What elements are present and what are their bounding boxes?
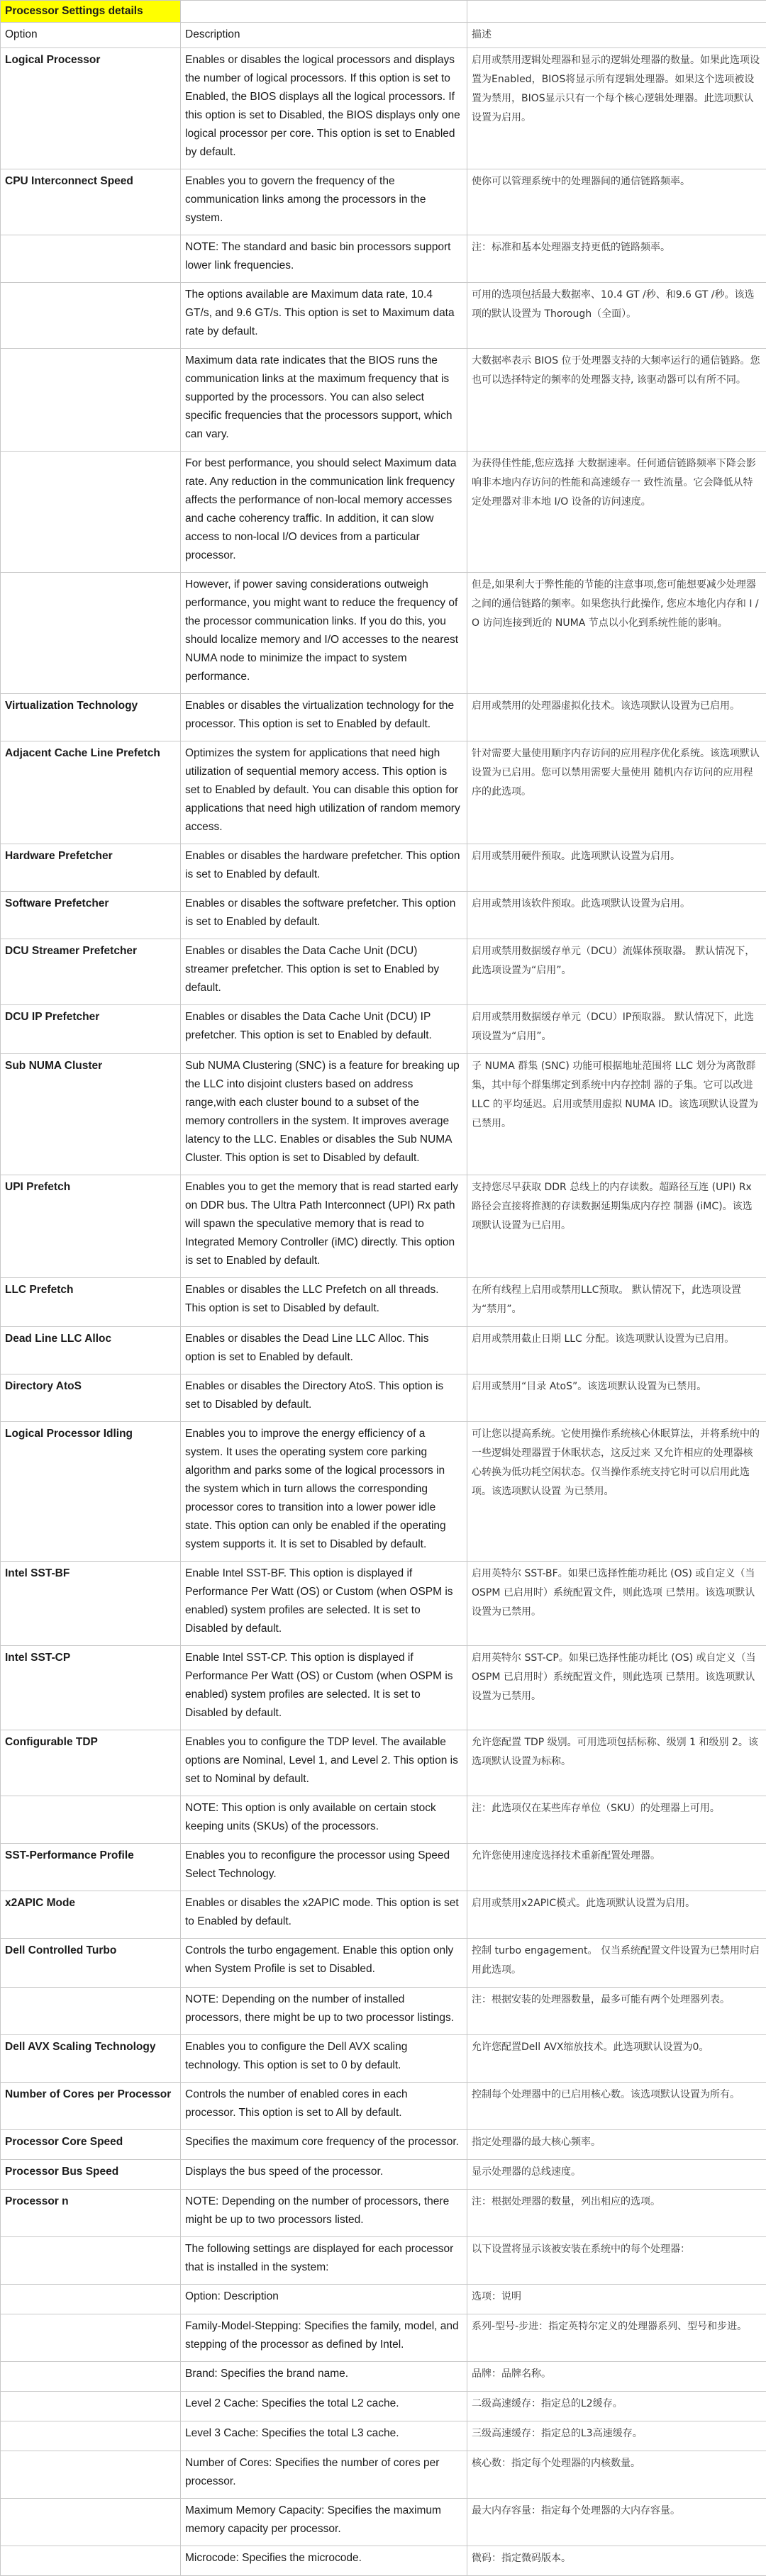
option-description-zh: 为获得佳性能,您应选择 大数据速率。任何通信链路频率下降会影响非本地内存访问的性能和高速缓存一 致性流量。它会降低从特定处理器对非本地 I/O 设备的访问速度。 xyxy=(467,452,766,573)
option-description-zh: 启用或禁用硬件预取。此选项默认设置为启用。 xyxy=(467,844,766,892)
option-name xyxy=(1,283,181,349)
option-name: Directory AtoS xyxy=(1,1374,181,1422)
empty-cell xyxy=(467,1,766,23)
table-row xyxy=(1,349,766,452)
option-name: Hardware Prefetcher xyxy=(1,844,181,892)
header-description-zh: 描述 xyxy=(467,23,766,48)
option-description: Enable Intel SST-BF. This option is displayed if Performance Per Watt (OS) or Custom (when OSPM is enabled) system profiles are selected. It is set to Disabled by default. xyxy=(181,1562,467,1646)
option-description-zh: 启用或禁用截止日期 LLC 分配。该选项默认设置为已启用。 xyxy=(467,1327,766,1374)
option-description: However, if power saving considerations outweigh performance, you might want to reduce the frequency of the processor communication links. If you do this, you should localize memory and I/O accesses to the nearest NUMA node to minimize the impact to system performance. xyxy=(181,573,467,694)
option-description: Enables or disables the software prefetcher. This option is set to Enabled by default. xyxy=(181,892,467,939)
option-description: The options available are Maximum data rate, 10.4 GT/s, and 9.6 GT/s. This option is set to Maximum data rate by default. xyxy=(181,283,467,349)
option-description: Enable Intel SST-CP. This option is displayed if Performance Per Watt (OS) or Custom (when OSPM is enabled) system profiles are selected. It is set to Disabled by default. xyxy=(181,1646,467,1730)
option-description-zh: 微码：指定微码版本。 xyxy=(467,2546,766,2576)
option-description: Enables you to configure the Dell AVX scaling technology. This option is set to 0 by default. xyxy=(181,2035,467,2083)
option-description: Enables you to govern the frequency of the communication links among the processors in the system. xyxy=(181,169,467,235)
table-row xyxy=(1,2392,766,2421)
table-row xyxy=(1,2421,766,2451)
option-description: NOTE: The standard and basic bin processors support lower link frequencies. xyxy=(181,235,467,283)
option-name: Virtualization Technology xyxy=(1,694,181,741)
table-row xyxy=(1,48,766,169)
option-name xyxy=(1,235,181,283)
option-description: Displays the bus speed of the processor. xyxy=(181,2160,467,2190)
option-description-zh: 子 NUMA 群集 (SNC) 功能可根据地址范围将 LLC 划分为离散群集，其中每个群集绑定到系统中内存控制 器的子集。它可以改进 LLC 的平均延迟。启用或禁用虚拟 NUMA ID。该选项默认设置为已禁用。 xyxy=(467,1054,766,1175)
option-description-zh: 指定处理器的最大核心频率。 xyxy=(467,2130,766,2160)
option-description: Enables or disables the virtualization technology for the processor. This option is set to Enabled by default. xyxy=(181,694,467,741)
option-name: Configurable TDP xyxy=(1,1730,181,1796)
option-description-zh: 允许您配置Dell AVX缩放技术。此选项默认设置为0。 xyxy=(467,2035,766,2083)
table-row xyxy=(1,2160,766,2190)
option-name xyxy=(1,2285,181,2314)
option-description: Enables or disables the hardware prefetcher. This option is set to Enabled by default. xyxy=(181,844,467,892)
option-name xyxy=(1,2362,181,2392)
table-row xyxy=(1,169,766,235)
table-row xyxy=(1,2314,766,2362)
option-description-zh: 可让您以提高系统。它使用操作系统核心休眠算法，并将系统中的一些逻辑处理器置于休眠状态，这反过来 又允许相应的处理器核心转换为低功耗空闲状态。仅当操作系统支持它时可以启用此选项。该选项默认设置 为已禁用。 xyxy=(467,1422,766,1562)
option-name: Logical Processor xyxy=(1,48,181,169)
table-row xyxy=(1,1939,766,1988)
table-row xyxy=(1,1278,766,1327)
table-row xyxy=(1,1054,766,1175)
option-name xyxy=(1,349,181,452)
option-description-zh: 核心数：指定每个处理器的内核数量。 xyxy=(467,2451,766,2499)
option-description-zh: 注：根据安装的处理器数量，最多可能有两个处理器列表。 xyxy=(467,1988,766,2035)
header-option: Option xyxy=(1,23,181,48)
option-description: For best performance, you should select Maximum data rate. Any reduction in the communication link frequency affects the performance of non-local memory accesses and cache coherency traffic. In addition, it can slow access to non-local I/O devices from a particular processor. xyxy=(181,452,467,573)
option-description: NOTE: Depending on the number of processors, there might be up to two processors listed. xyxy=(181,2190,467,2237)
option-description-zh: 注：根据处理器的数量，列出相应的选项。 xyxy=(467,2190,766,2237)
table-row xyxy=(1,1646,766,1730)
title-row xyxy=(1,1,766,23)
option-description: Enables or disables the Dead Line LLC Alloc. This option is set to Enabled by default. xyxy=(181,1327,467,1374)
option-description: Specifies the maximum core frequency of the processor. xyxy=(181,2130,467,2160)
table-row xyxy=(1,2362,766,2392)
option-name: LLC Prefetch xyxy=(1,1278,181,1327)
option-description-zh: 二级高速缓存：指定总的L2缓存。 xyxy=(467,2392,766,2421)
option-description-zh: 启用或禁用数据缓存单元（DCU）流媒体预取器。 默认情况下，此选项设置为“启用”。 xyxy=(467,939,766,1005)
option-description: Enables or disables the Data Cache Unit (DCU) streamer prefetcher. This option is set to Enabled by default. xyxy=(181,939,467,1005)
option-name: UPI Prefetch xyxy=(1,1175,181,1278)
option-name: Logical Processor Idling xyxy=(1,1422,181,1562)
option-description-zh: 以下设置将显示该被安装在系统中的每个处理器： xyxy=(467,2237,766,2285)
option-description: Enables you to configure the TDP level. The available options are Nominal, Level 1, and Level 2. This option is set to Nominal by default. xyxy=(181,1730,467,1796)
option-description-zh: 使你可以管理系统中的处理器间的通信链路频率。 xyxy=(467,169,766,235)
option-name xyxy=(1,2546,181,2576)
option-name: Sub NUMA Cluster xyxy=(1,1054,181,1175)
option-name xyxy=(1,1796,181,1844)
option-name: Intel SST-CP xyxy=(1,1646,181,1730)
option-description-zh: 注：此选项仅在某些库存单位（SKU）的处理器上可用。 xyxy=(467,1796,766,1844)
table-row xyxy=(1,1175,766,1278)
option-description: Option: Description xyxy=(181,2285,467,2314)
table-row xyxy=(1,235,766,283)
option-name: Processor n xyxy=(1,2190,181,2237)
option-name: Processor Bus Speed xyxy=(1,2160,181,2190)
option-description-zh: 注：标准和基本处理器支持更低的链路频率。 xyxy=(467,235,766,283)
option-description-zh: 启用或禁用的处理器虚拟化技术。该选项默认设置为已启用。 xyxy=(467,694,766,741)
option-description-zh: 启用或禁用“目录 AtoS”。该选项默认设置为已禁用。 xyxy=(467,1374,766,1422)
option-name xyxy=(1,2392,181,2421)
sheet-title: Processor Settings details xyxy=(1,1,181,23)
option-description-zh: 品牌：品牌名称。 xyxy=(467,2362,766,2392)
option-description: Microcode: Specifies the microcode. xyxy=(181,2546,467,2576)
option-name: Intel SST-BF xyxy=(1,1562,181,1646)
option-description: Sub NUMA Clustering (SNC) is a feature for breaking up the LLC into disjoint clusters based on address range,with each cluster bound to a subset of the memory controllers in the system. It improves average latency to the LLC. Enables or disables the Sub NUMA Cluster. This option is set to Disabled by default. xyxy=(181,1054,467,1175)
option-description: Controls the number of enabled cores in each processor. This option is set to All by default. xyxy=(181,2083,467,2130)
option-description-zh: 启用英特尔 SST-BF。如果已选择性能功耗比 (OS) 或自定义（当 OSPM 已启用时）系统配置文件，则此选项 已禁用。该选项默认设置为已禁用。 xyxy=(467,1562,766,1646)
option-description: Number of Cores: Specifies the number of cores per processor. xyxy=(181,2451,467,2499)
table-row xyxy=(1,2499,766,2546)
option-name xyxy=(1,2421,181,2451)
option-description: Maximum Memory Capacity: Specifies the maximum memory capacity per processor. xyxy=(181,2499,467,2546)
option-description-zh: 启用或禁用数据缓存单元（DCU）IP预取器。 默认情况下，此选项设置为“启用”。 xyxy=(467,1005,766,1054)
option-description: Level 3 Cache: Specifies the total L3 cache. xyxy=(181,2421,467,2451)
option-name: Software Prefetcher xyxy=(1,892,181,939)
table-row xyxy=(1,1327,766,1374)
table-row xyxy=(1,1374,766,1422)
option-description-zh: 显示处理器的总线速度。 xyxy=(467,2160,766,2190)
option-name: CPU Interconnect Speed xyxy=(1,169,181,235)
option-description: Level 2 Cache: Specifies the total L2 cache. xyxy=(181,2392,467,2421)
table-row xyxy=(1,2130,766,2160)
option-description-zh: 三级高速缓存：指定总的L3高速缓存。 xyxy=(467,2421,766,2451)
table-row xyxy=(1,2237,766,2285)
table-row xyxy=(1,283,766,349)
header-row xyxy=(1,23,766,48)
option-description: NOTE: This option is only available on certain stock keeping units (SKUs) of the processors. xyxy=(181,1796,467,1844)
option-name xyxy=(1,2451,181,2499)
table-row xyxy=(1,2035,766,2083)
option-name: DCU Streamer Prefetcher xyxy=(1,939,181,1005)
option-name xyxy=(1,2314,181,2362)
option-description-zh: 允许您配置 TDP 级别。可用选项包括标称、级别 1 和级别 2。该选项默认设置为标称。 xyxy=(467,1730,766,1796)
option-description: Maximum data rate indicates that the BIOS runs the communication links at the maximum frequency that is supported by the processors. You can also select specific frequencies that the processors support, which can vary. xyxy=(181,349,467,452)
option-description: Enables you to get the memory that is read started early on DDR bus. The Ultra Path Interconnect (UPI) Rx path will spawn the speculative memory that is read to Integrated Memory Controller (iMC) directly. This option is set to Enabled by default. xyxy=(181,1175,467,1278)
option-description-zh: 针对需要大量使用顺序内存访问的应用程序优化系统。该选项默认设置为已启用。您可以禁用需要大量使用 随机内存访问的应用程序的此选项。 xyxy=(467,741,766,844)
table-row xyxy=(1,1730,766,1796)
option-description-zh: 可用的选项包括最大数据率、10.4 GT /秒、和9.6 GT /秒。该选项的默认设置为 Thorough（全面）。 xyxy=(467,283,766,349)
option-description: Enables or disables the Data Cache Unit (DCU) IP prefetcher. This option is set to Enabled by default. xyxy=(181,1005,467,1054)
option-description: Enables or disables the LLC Prefetch on all threads. This option is set to Disabled by default. xyxy=(181,1278,467,1327)
option-description: Optimizes the system for applications that need high utilization of sequential memory access. This option is set to Enabled by default. You can disable this option for applications that need high utilization of random memory access. xyxy=(181,741,467,844)
table-row xyxy=(1,2451,766,2499)
option-name: Adjacent Cache Line Prefetch xyxy=(1,741,181,844)
table-row xyxy=(1,573,766,694)
option-description-zh: 控制 turbo engagement。 仅当系统配置文件设置为已禁用时启用此选项。 xyxy=(467,1939,766,1988)
option-description: The following settings are displayed for each processor that is installed in the system: xyxy=(181,2237,467,2285)
table-row xyxy=(1,741,766,844)
option-description-zh: 启用或禁用该软件预取。此选项默认设置为启用。 xyxy=(467,892,766,939)
table-row xyxy=(1,892,766,939)
table-row xyxy=(1,1422,766,1562)
table-row xyxy=(1,694,766,741)
option-description: Enables you to reconfigure the processor using Speed Select Technology. xyxy=(181,1844,467,1891)
option-description-zh: 系列-型号-步进：指定英特尔定义的处理器系列、型号和步进。 xyxy=(467,2314,766,2362)
table-row xyxy=(1,2546,766,2576)
option-name xyxy=(1,573,181,694)
table-row xyxy=(1,1005,766,1054)
option-name xyxy=(1,2237,181,2285)
option-name: Processor Core Speed xyxy=(1,2130,181,2160)
option-description-zh: 启用或禁用逻辑处理器和显示的逻辑处理器的数量。如果此选项设置为Enabled，BIOS将显示所有逻辑处理器。如果这个选项被设置为禁用，BIOS显示只有一个每个核心逻辑处理器。此选项默认设置为启用。 xyxy=(467,48,766,169)
option-description: Enables or disables the logical processors and displays the number of logical processors. If this option is set to Enabled, the BIOS displays all the logical processors. If this option is set to Disabled, the BIOS displays only one logical processor per core. This option is set to Enabled by default. xyxy=(181,48,467,169)
option-name xyxy=(1,1988,181,2035)
option-name: Number of Cores per Processor xyxy=(1,2083,181,2130)
table-row xyxy=(1,1988,766,2035)
option-description-zh: 允许您使用速度选择技术重新配置处理器。 xyxy=(467,1844,766,1891)
option-description: Brand: Specifies the brand name. xyxy=(181,2362,467,2392)
option-description-zh: 选项：说明 xyxy=(467,2285,766,2314)
option-name: SST-Performance Profile xyxy=(1,1844,181,1891)
option-description-zh: 支持您尽早获取 DDR 总线上的内存读数。超路径互连 (UPI) Rx 路径会直接将推测的存读数据延期集成内存控 制器 (iMC)。该选项默认设置为已启用。 xyxy=(467,1175,766,1278)
option-name: x2APIC Mode xyxy=(1,1891,181,1939)
option-description-zh: 但是,如果利大于弊性能的节能的注意事项,您可能想要减少处理器之间的通信链路的频率。如果您执行此操作, 您应本地化内存和 I / O 访问连接到近的 NUMA 节点以小化到系统性能的影响。 xyxy=(467,573,766,694)
table-row xyxy=(1,939,766,1005)
table-row xyxy=(1,844,766,892)
option-description: Family-Model-Stepping: Specifies the family, model, and stepping of the processor as defined by Intel. xyxy=(181,2314,467,2362)
option-description-zh: 在所有线程上启用或禁用LLC预取。 默认情况下，此选项设置为“禁用”。 xyxy=(467,1278,766,1327)
option-description: NOTE: Depending on the number of installed processors, there might be up to two processor listings. xyxy=(181,1988,467,2035)
option-description-zh: 大数据率表示 BIOS 位于处理器支持的大频率运行的通信链路。您也可以选择特定的频率的处理器支持, 该驱动器可以有所不同。 xyxy=(467,349,766,452)
table-row xyxy=(1,2083,766,2130)
option-description-zh: 启用或禁用x2APIC模式。此选项默认设置为启用。 xyxy=(467,1891,766,1939)
table-row xyxy=(1,452,766,573)
table-row xyxy=(1,1562,766,1646)
option-description: Enables you to improve the energy efficiency of a system. It uses the operating system core parking algorithm and parks some of the logical processors in the system which in turn allows the corresponding processor cores to transition into a lower power idle state. This option can only be enabled if the operating system supports it. It is set to Disabled by default. xyxy=(181,1422,467,1562)
table-row xyxy=(1,1796,766,1844)
table-row xyxy=(1,1844,766,1891)
option-name xyxy=(1,2499,181,2546)
table-row xyxy=(1,1891,766,1939)
option-name: DCU IP Prefetcher xyxy=(1,1005,181,1054)
option-name: Dell Controlled Turbo xyxy=(1,1939,181,1988)
empty-cell xyxy=(181,1,467,23)
table-row xyxy=(1,2285,766,2314)
table-row xyxy=(1,2190,766,2237)
option-description-zh: 启用英特尔 SST-CP。如果已选择性能功耗比 (OS) 或自定义（当 OSPM 已启用时）系统配置文件，则此选项 已禁用。该选项默认设置为已禁用。 xyxy=(467,1646,766,1730)
option-description: Controls the turbo engagement. Enable this option only when System Profile is set to Disabled. xyxy=(181,1939,467,1988)
option-description-zh: 控制每个处理器中的已启用核心数。该选项默认设置为所有。 xyxy=(467,2083,766,2130)
option-name: Dell AVX Scaling Technology xyxy=(1,2035,181,2083)
header-description: Description xyxy=(181,23,467,48)
option-name xyxy=(1,452,181,573)
option-description: Enables or disables the x2APIC mode. This option is set to Enabled by default. xyxy=(181,1891,467,1939)
option-description-zh: 最大内存容量：指定每个处理器的大内存容量。 xyxy=(467,2499,766,2546)
option-name: Dead Line LLC Alloc xyxy=(1,1327,181,1374)
option-description: Enables or disables the Directory AtoS. This option is set to Disabled by default. xyxy=(181,1374,467,1422)
